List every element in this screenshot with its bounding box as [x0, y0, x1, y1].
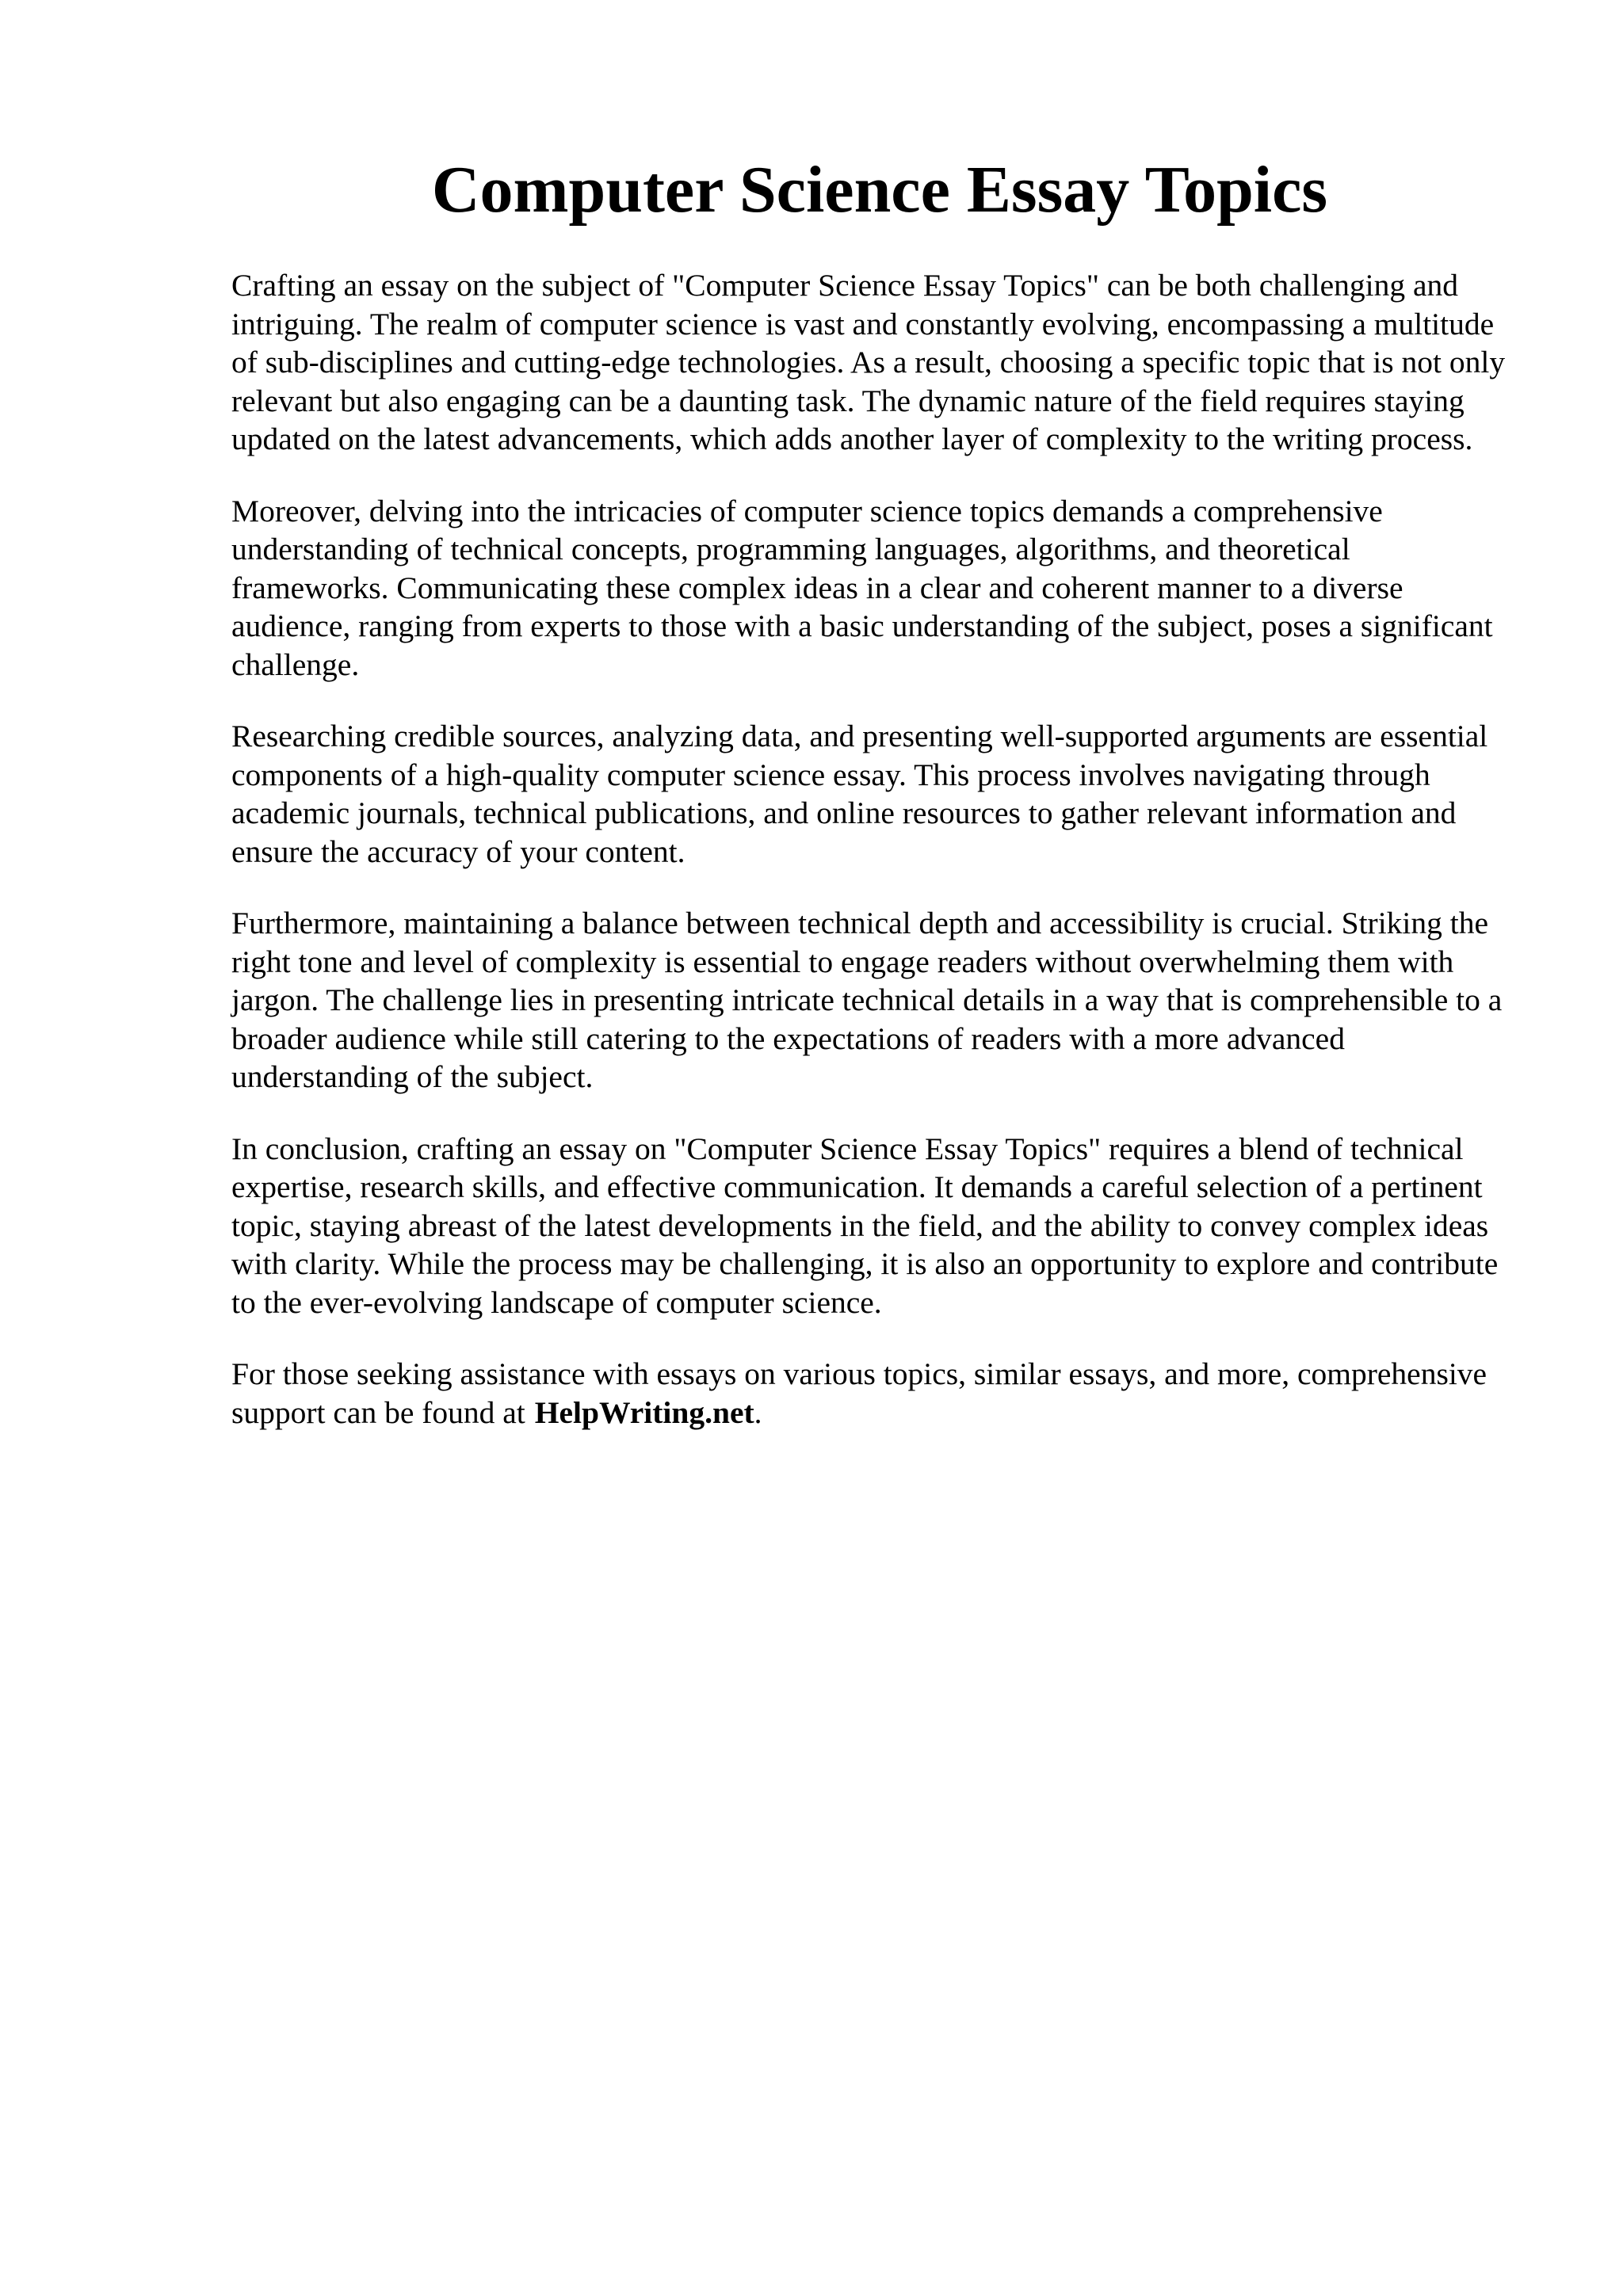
paragraph-1: Crafting an essay on the subject of "Computer Science Essay Topics" can be both challenging and intriguing. The realm of computer science is vast and constantly evolving, encompassing a multitude of sub-disciplines and cutting-edge technologies. As a result, choosing a specific topic that is not only relevant but also engaging can be a daunting task. The dynamic nature of the field requires staying updated on the latest advancements, which adds another layer of complexity to the writing process. [231, 268, 1506, 456]
helpwriting-link[interactable]: HelpWriting.net [534, 1394, 754, 1430]
paragraph-3: Researching credible sources, analyzing data, and presenting well-supported arguments are essential components of a high-quality computer science essay. This process involves navigating through academic journals, technical publications, and online resources to gather relevant information and ensure the accuracy of your content. [231, 719, 1488, 869]
paragraph-5: In conclusion, crafting an essay on "Computer Science Essay Topics" requires a blend of technical expertise, research skills, and effective communication. It demands a careful selection of a pertinent topic, staying abreast of the latest developments in the field, and the ability to convey complex ideas with clarity. While the process may be challenging, it is also an opportunity to explore and contribute to the ever-evolving landscape of computer science. [231, 1131, 1499, 1320]
paragraph-2: Moreover, delving into the intricacies of computer science topics demands a comprehensive understanding of technical concepts, programming languages, algorithms, and theoretical frameworks. Communicating these complex ideas in a clear and coherent manner to a diverse audience, ranging from experts to those with a basic understanding of the subject, poses a significant challenge. [231, 493, 1493, 682]
paragraph-6-text: For those seeking assistance with essays on various topics, similar essays, and more, comprehensive support can be found at [231, 1356, 1487, 1430]
paragraph-6 [231, 1355, 1515, 1432]
page-title: Computer Science Essay Topics [431, 153, 1328, 227]
paragraph-4: Furthermore, maintaining a balance between technical depth and accessibility is crucial. Striking the right tone and level of complexity is essential to engage readers without overwhelming them with jargon. The challenge lies in presenting intricate technical details in a way that is comprehensible to a broader audience while still catering to the expectations of readers with a more advanced understanding of the subject. [231, 906, 1503, 1094]
paragraph-6-suffix: . [754, 1394, 762, 1430]
essay-body [231, 266, 1515, 1465]
